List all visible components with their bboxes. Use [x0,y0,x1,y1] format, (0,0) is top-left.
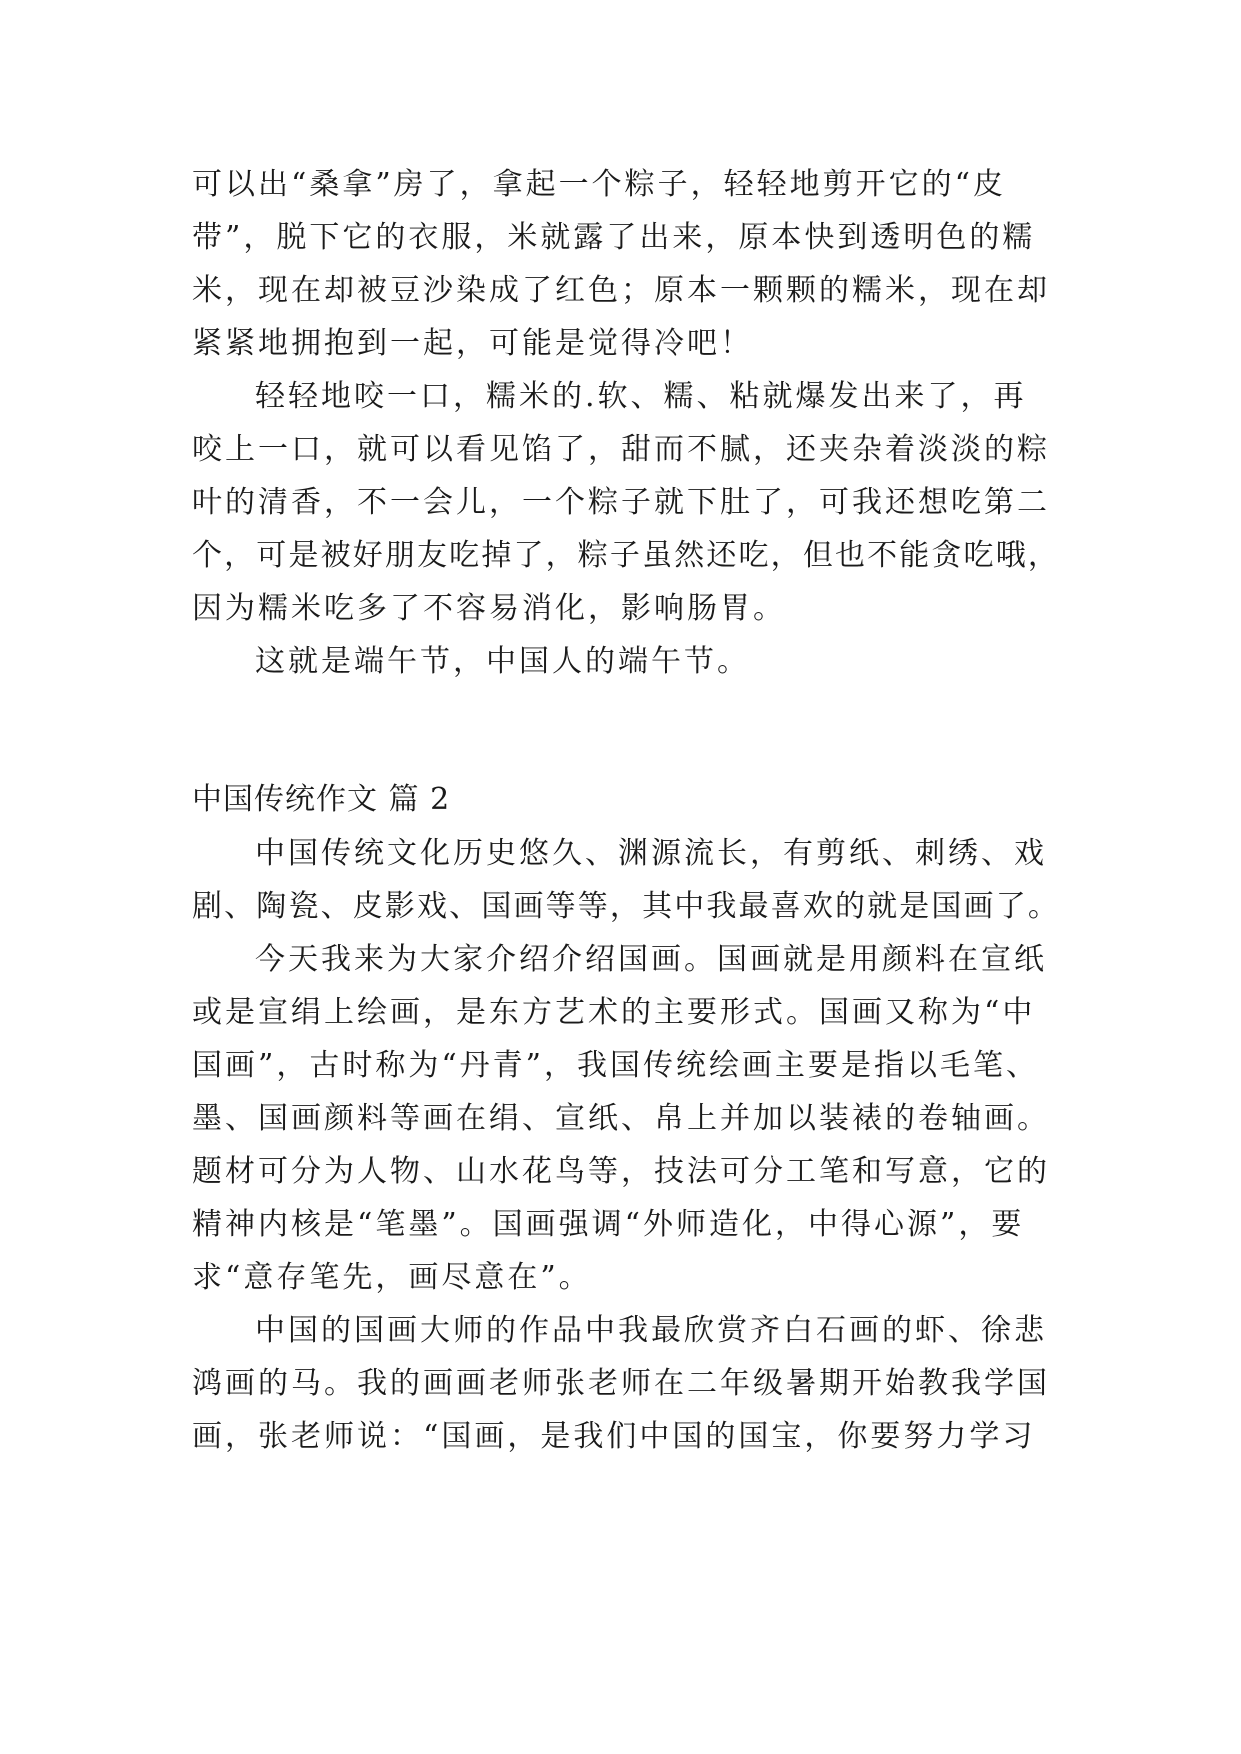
text-line: 个，可是被好朋友吃掉了，粽子虽然还吃，但也不能贪吃哦， [192,538,1060,573]
text-line: 咬上一口，就可以看见馅了，甜而不腻，还夹杂着淡淡的粽 [192,432,1050,467]
paragraph-first-line: 轻轻地咬一口，糯米的.软、糯、粘就爆发出来了，再 [255,379,1027,414]
text-line: 米，现在却被豆沙染成了红色；原本一颗颗的糯米，现在却 [192,273,1050,308]
paragraph-first-line: 中国的国画大师的作品中我最欣赏齐白石画的虾、徐悲 [255,1313,1047,1348]
text-line: 或是宣绢上绘画，是东方艺术的主要形式。国画又称为“中 [192,995,1036,1030]
section-heading: 中国传统作文 篇 2 [192,782,451,817]
text-line: 墨、国画颜料等画在绢、宣纸、帛上并加以装裱的卷轴画。 [192,1101,1050,1136]
text-line: 求“意存笔先，画尽意在”。 [192,1260,592,1295]
paragraph-first-line: 今天我来为大家介绍介绍国画。国画就是用颜料在宣纸 [255,942,1047,977]
text-line: 题材可分为人物、山水花鸟等，技法可分工笔和写意，它的 [192,1154,1050,1189]
text-line: 画，张老师说：“国画，是我们中国的国宝，你要努力学习 [192,1419,1036,1454]
text-line: 因为糯米吃多了不容易消化，影响肠胃。 [192,591,786,626]
paragraph-first-line: 这就是端午节，中国人的端午节。 [255,644,750,679]
text-line: 国画”，古时称为“丹青”，我国传统绘画主要是指以毛笔、 [192,1048,1040,1083]
text-line: 鸿画的马。我的画画老师张老师在二年级暑期开始教我学国 [192,1366,1050,1401]
text-line: 紧紧地拥抱到一起，可能是觉得冷吧！ [192,326,753,361]
text-line: 可以出“桑拿”房了，拿起一个粽子，轻轻地剪开它的“皮 [192,167,1007,202]
text-line: 叶的清香，不一会儿，一个粽子就下肚了，可我还想吃第二 [192,485,1050,520]
paragraph-first-line: 中国传统文化历史悠久、渊源流长，有剪纸、刺绣、戏 [255,836,1047,871]
text-line: 带”，脱下它的衣服，米就露了出来，原本快到透明色的糯 [192,220,1036,255]
text-line: 剧、陶瓷、皮影戏、国画等等，其中我最喜欢的就是国画了。 [192,889,1060,924]
text-line: 精神内核是“笔墨”。国画强调“外师造化，中得心源”，要 [192,1207,1025,1242]
